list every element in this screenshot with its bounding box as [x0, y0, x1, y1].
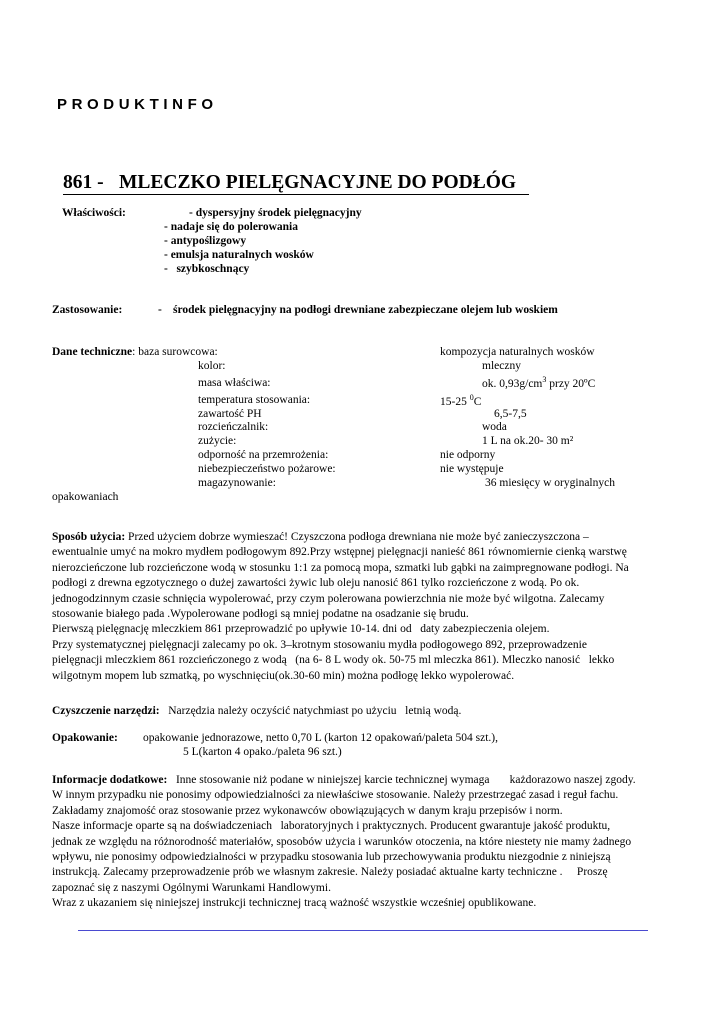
method-line: pielęgnacji mleczkiem 861 rozcieńczonego z wodą (na 6- 8 L wody ok. 50-75 ml mleczka 861). Mleczko nanosić lekko [52, 654, 615, 667]
tech-name: niebezpieczeństwo pożarowe: [198, 463, 336, 475]
properties-label: Właściwości: [62, 207, 126, 219]
additional-line: instrukcją. Zalecamy przeprowadzenie prób we własnym zakresie. Należy posiadać aktualne karty techniczne . Proszę [52, 866, 608, 879]
additional-line: zapoznać się z naszymi Ogólnymi Warunkami Handlowymi. [52, 881, 331, 894]
tech-value: mleczny [482, 360, 521, 372]
technical-first-row [52, 346, 218, 358]
property-item: - dyspersyjny środek pielęgnacyjny [189, 207, 362, 219]
additional-line: Informacje dodatkowe: Inne stosowanie niż podane w niniejszej karcie technicznej wymaga każdorazowo naszej zgody. [52, 774, 636, 786]
tech-name: masa właściwa: [198, 377, 271, 389]
tech-name: temperatura stosowania: [198, 394, 311, 406]
additional-label: Informacje dodatkowe: [52, 774, 168, 786]
tech-value: nie odporny [440, 449, 496, 461]
packaging-line: opakowanie jednorazowe, netto 0,70 L (karton 12 opakowań/paleta 504 szt.), [143, 732, 499, 744]
document-header: PRODUKTINFO [57, 96, 218, 113]
additional-paragraph [52, 773, 674, 912]
additional-line: Wraz z ukazaniem się niniejszej instrukcji technicznej tracą ważność wszystkie wcześniej opublikowane. [52, 897, 537, 910]
property-item: - antypoślizgowy [164, 235, 247, 247]
tech-name: odporność na przemrożenia: [198, 449, 329, 461]
method-line: Pierwszą pielęgnację mleczkiem 861 przeprowadzić po upływie 10-14. dni od daty zabezpieczenia olejem. [52, 623, 550, 636]
title-underline [63, 194, 529, 195]
method-line: nierozcieńczone lub rozcieńczone wodą w stosunku 1:1 za pomocą mopa, szmatki lub gąbki na zaimpregnowane podłogi. Na [52, 561, 629, 574]
usage-label: Zastosowanie: [52, 304, 123, 316]
method-line: podłogi z drewna egzotycznego o dużej zawartości żywic lub oleju nanosić 861 tylko rozcieńczone z wodą. Po ok. [52, 577, 580, 590]
property-item: - szybkoschnący [164, 263, 250, 275]
property-item: - emulsja naturalnych wosków [164, 249, 314, 261]
additional-line: Zakładamy znajomość oraz stosowanie przez wykonawców obowiązujących w danym kraju przepisów i norm. [52, 804, 563, 817]
tech-value-density: ok. $0,93g/cm^3$ przy 20ºC [482, 375, 596, 390]
method-line: ewentualnie umyć na mokro mydłem podłogowym 892.Przy wstępnej pielęgnacji nanieść 861 równomiernie cienką warstwę [52, 546, 627, 559]
storage-continuation: opakowaniach [52, 491, 119, 503]
method-line: stosowanie białego pada .Wypolerowane podłogi są mniej podatne na osadzanie się brudu. [52, 608, 469, 621]
cleaning-row [52, 705, 461, 717]
method-line: jednogodzinnym czasie schnięcia wypolerować, przy czym polerowana powierzchnia nie może być wilgotna. Zalecamy [52, 592, 605, 605]
method-line: wilgotnym mopem lub szmatką, po wyschnięciu(ok.30-60 min) można podłogę lekko wypolerować. [52, 669, 515, 682]
tech-name: kolor: [198, 360, 226, 372]
usage-text: środek pielęgnacyjny na podłogi drewniane zabezpieczane olejem lub woskiem [173, 304, 558, 316]
technical-label: Dane techniczne [52, 346, 133, 358]
property-item: - nadaje się do polerowania [164, 221, 298, 233]
packaging-label: Opakowanie: [52, 732, 118, 744]
footer-separator [78, 930, 648, 931]
method-paragraph [52, 530, 674, 684]
tech-value: 6,5-7,5 [494, 408, 527, 420]
tech-value: woda [482, 421, 507, 433]
additional-line: jednak ze względu na różnorodność materiałów, sposobów użycia i warunków otoczenia, na które niestety nie mamy żadnego [52, 835, 632, 848]
tech-name: magazynowanie: [198, 477, 276, 489]
tech-value: kompozycja naturalnych wosków [440, 346, 595, 358]
tech-name: rozcieńczalnik: [198, 421, 269, 433]
tech-name: zawartość PH [198, 408, 262, 420]
product-number: 861 - [63, 172, 104, 193]
tech-name: zużycie: [198, 435, 237, 447]
method-line: Sposób użycia: Przed użyciem dobrze wymieszać! Czyszczona podłoga drewniana nie może być zanieczyszczona – [52, 531, 589, 543]
method-label: Sposób użycia: [52, 531, 126, 543]
tech-value: 36 miesięcy w oryginalnych [485, 477, 615, 489]
cleaning-label: Czyszczenie narzędzi: [52, 705, 160, 717]
additional-line: W innym przypadku nie ponosimy odpowiedzialności za niewłaściwe stosowanie. Należy przestrzegać zasad i reguł fachu. [52, 789, 619, 802]
additional-line: Nasze informacje oparte są na doświadczeniach laboratoryjnych i praktycznych. Producent gwarantuje jakość produktu, [52, 820, 611, 833]
tech-value: nie występuje [440, 463, 504, 475]
tech-value-temperature: 15-25 $^0$C [440, 393, 482, 408]
additional-line: wpływu, nie ponosimy odpowiedzialności w przypadku stosowania lub przechowywania produktu niezgodnie z niniejszą [52, 851, 611, 864]
usage-dash: - [158, 304, 162, 316]
tech-name: : baza surowcowa: [132, 346, 218, 358]
tech-value: 1 L na ok.20- 30 m² [482, 435, 574, 447]
product-name: MLECZKO PIELĘGNACYJNE DO PODŁÓG [119, 172, 517, 193]
method-line: Przy systematycznej pielęgnacji zalecamy po ok. 3–krotnym stosowaniu mydła podłogowego 892, przeprowadzenie [52, 638, 587, 651]
cleaning-text: Narzędzia należy oczyścić natychmiast po użyciu letnią wodą. [168, 705, 462, 717]
packaging-line: 5 L(karton 4 opako./paleta 96 szt.) [183, 746, 342, 758]
